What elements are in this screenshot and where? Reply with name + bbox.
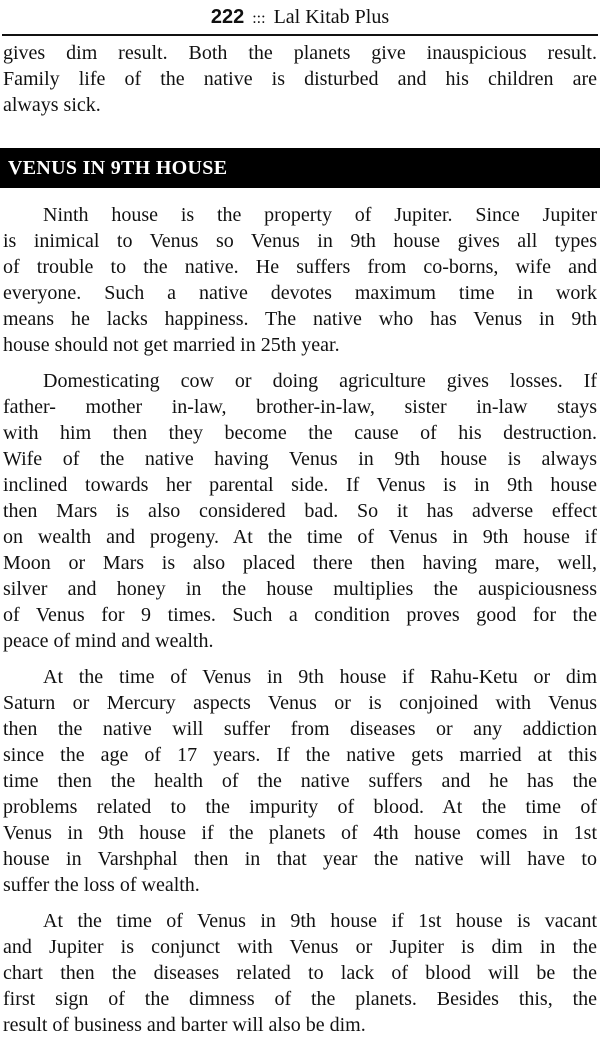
text-line: At the time of Venus in 9th house if 1st house is vacant xyxy=(43,910,597,932)
page-number: 222 xyxy=(210,6,245,28)
text-line: inclined towards her parental side. If Venus is in 9th house xyxy=(3,474,597,496)
text-line: then the native will suffer from diseases or any addiction xyxy=(3,718,597,740)
text-line: Venus in 9th house if the planets of 4th house comes in 1st xyxy=(3,822,597,844)
paragraph xyxy=(3,908,597,1038)
text-line: on wealth and progeny. At the time of Venus in 9th house if xyxy=(3,526,597,548)
text-line: and Jupiter is conjunct with Venus or Jupiter is dim in the xyxy=(3,936,597,958)
text-line: Family life of the native is disturbed and his children are xyxy=(3,68,597,90)
text-line: Saturn or Mercury aspects Venus or is conjoined with Venus xyxy=(3,692,597,714)
text-line: Wife of the native having Venus in 9th house is always xyxy=(3,448,597,470)
text-line: problems related to the impurity of blood. At the time of xyxy=(3,796,597,818)
text-line: gives dim result. Both the planets give inauspicious result. xyxy=(3,42,597,64)
book-title: Lal Kitab Plus xyxy=(273,6,390,28)
text-line: suffer the loss of wealth. xyxy=(3,874,200,896)
paragraph xyxy=(3,202,597,358)
text-line: then Mars is also considered bad. So it has adverse effect xyxy=(3,500,597,522)
text-line: with him then they become the cause of his destruction. xyxy=(3,422,597,444)
text-line: always sick. xyxy=(3,94,101,116)
text-line: house in Varshphal then in that year the native will have to xyxy=(3,848,597,870)
text-line: peace of mind and wealth. xyxy=(3,630,214,652)
text-line: chart then the diseases related to lack of blood will be the xyxy=(3,962,597,984)
text-line: time then the health of the native suffers and he has the xyxy=(3,770,597,792)
text-line: silver and honey in the house multiplies the auspiciousness xyxy=(3,578,597,600)
text-line: first sign of the dimness of the planets. Besides this, the xyxy=(3,988,597,1010)
text-line: Domesticating cow or doing agriculture gives losses. If xyxy=(43,370,597,392)
text-line: house should not get married in 25th year. xyxy=(3,334,340,356)
paragraph xyxy=(3,368,597,654)
text-line: of trouble to the native. He suffers from co-borns, wife and xyxy=(3,256,597,278)
paragraph xyxy=(3,40,597,118)
text-line: Moon or Mars is also placed there then having mare, well, xyxy=(3,552,597,574)
text-line: means he lacks happiness. The native who has Venus in 9th xyxy=(3,308,597,330)
section-heading: VENUS IN 9TH HOUSE xyxy=(8,157,228,179)
text-line: of Venus for 9 times. Such a condition proves good for the xyxy=(3,604,597,626)
text-line: result of business and barter will also be dim. xyxy=(3,1014,366,1036)
page-body xyxy=(0,36,600,1038)
text-line: is inimical to Venus so Venus in 9th house gives all types xyxy=(3,230,597,252)
text-line: everyone. Such a native devotes maximum time in work xyxy=(3,282,597,304)
paragraph xyxy=(3,664,597,898)
text-line: Ninth house is the property of Jupiter. Since Jupiter xyxy=(43,204,597,226)
text-line: At the time of Venus in 9th house if Rahu-Ketu or dim xyxy=(43,666,597,688)
section-heading-bar xyxy=(0,148,600,188)
text-line: since the age of 17 years. If the native gets married at this xyxy=(3,744,597,766)
running-header xyxy=(0,0,600,34)
header-separator: ::: xyxy=(252,10,266,27)
text-line: father- mother in-law, brother-in-law, sister in-law stays xyxy=(3,396,597,418)
